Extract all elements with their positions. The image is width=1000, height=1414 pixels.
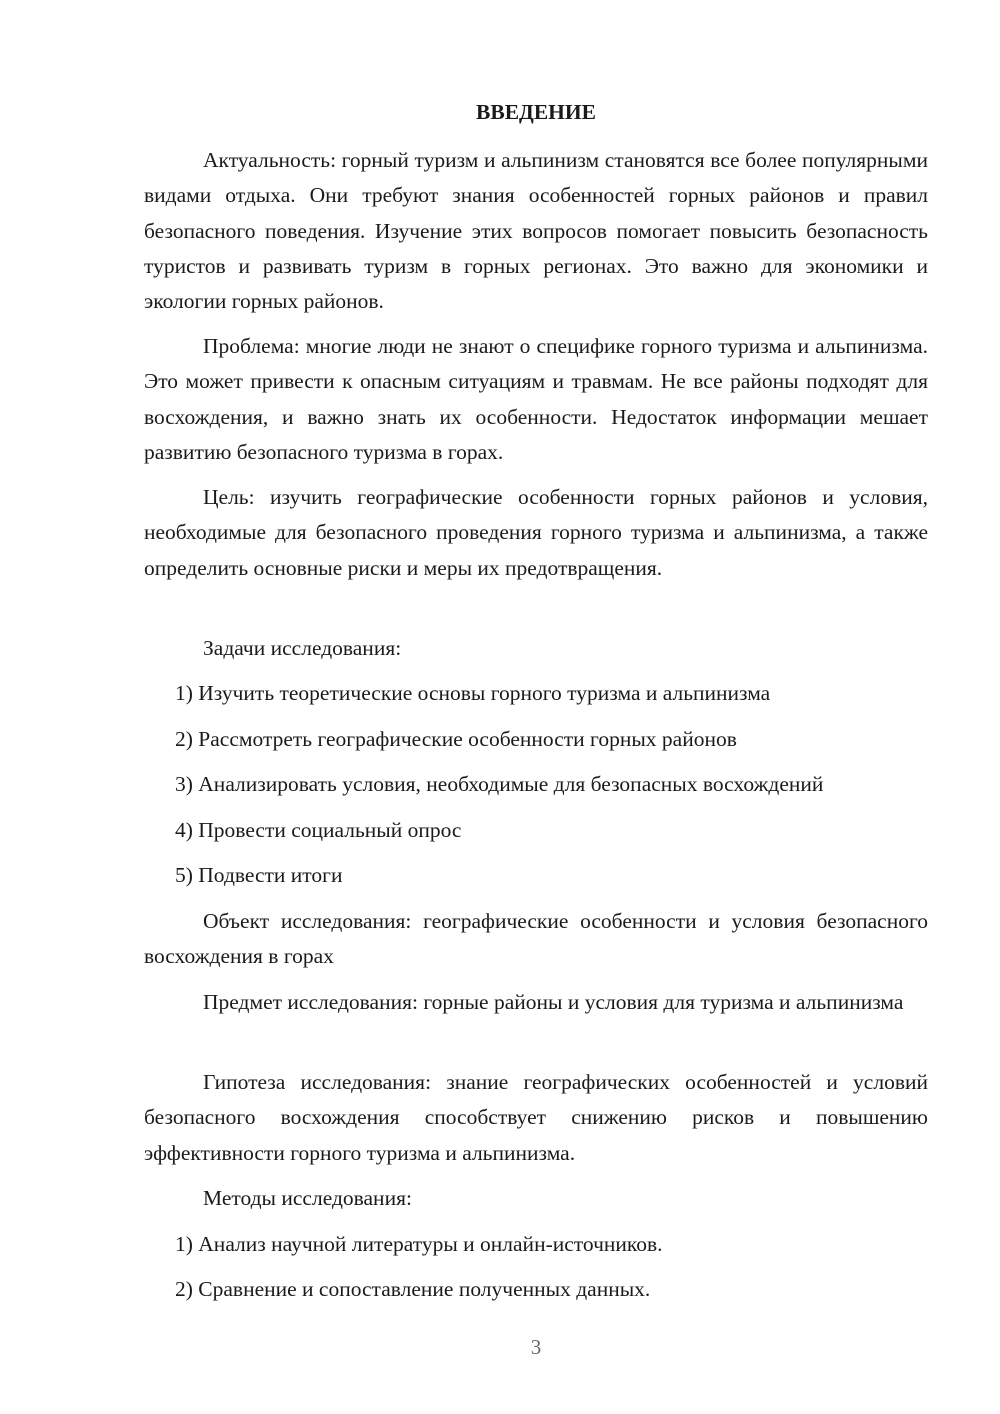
paragraph-object: Объект исследования: географические особенности и условия безопасного восхождения в горах: [144, 909, 928, 969]
methods-heading: Методы исследования:: [203, 1186, 412, 1210]
tasks-heading: Задачи исследования:: [203, 636, 402, 660]
page-number: 3: [530, 1335, 542, 1359]
method-item: 1) Анализ научной литературы и онлайн-источников.: [175, 1232, 663, 1256]
paragraph-goal: Цель: изучить географические особенности горных районов и условия, необходимые для безопасного проведения горного туризма и альпинизма, а также определить основные риски и меры их предотвращения.: [144, 485, 928, 580]
paragraph-relevance: Актуальность: горный туризм и альпинизм становятся все более популярными видами отдыха. Они требуют знания особенностей горных районов и правил безопасного поведения. Изучение этих вопросов помогает повысить безопасность туристов и развивать туризм в горных регионах. Это важно для экономики и экологии горных районов.: [144, 148, 928, 314]
paragraph-hypothesis: Гипотеза исследования: знание географических особенностей и условий безопасного восхождения способствует снижению рисков и повышению эффективности горного туризма и альпинизма.: [144, 1070, 928, 1165]
task-item: 4) Провести социальный опрос: [175, 818, 462, 842]
task-item: 3) Анализировать условия, необходимые для безопасных восхождений: [175, 772, 824, 796]
document-page: [144, 0, 928, 1414]
task-item: 2) Рассмотреть географические особенности горных районов: [175, 727, 737, 751]
method-item: 2) Сравнение и сопоставление полученных данных.: [175, 1277, 651, 1301]
section-title: ВВЕДЕНИЕ: [476, 100, 596, 124]
task-item: 1) Изучить теоретические основы горного туризма и альпинизма: [175, 681, 771, 705]
task-item: 5) Подвести итоги: [175, 863, 343, 887]
paragraph-problem: Проблема: многие люди не знают о специфике горного туризма и альпинизма. Это может привести к опасным ситуациям и травмам. Не все районы подходят для восхождения, и важно знать их особенности. Недостаток информации мешает развитию безопасного туризма в горах.: [144, 334, 928, 464]
paragraph-subject: Предмет исследования: горные районы и условия для туризма и альпинизма: [203, 990, 904, 1014]
